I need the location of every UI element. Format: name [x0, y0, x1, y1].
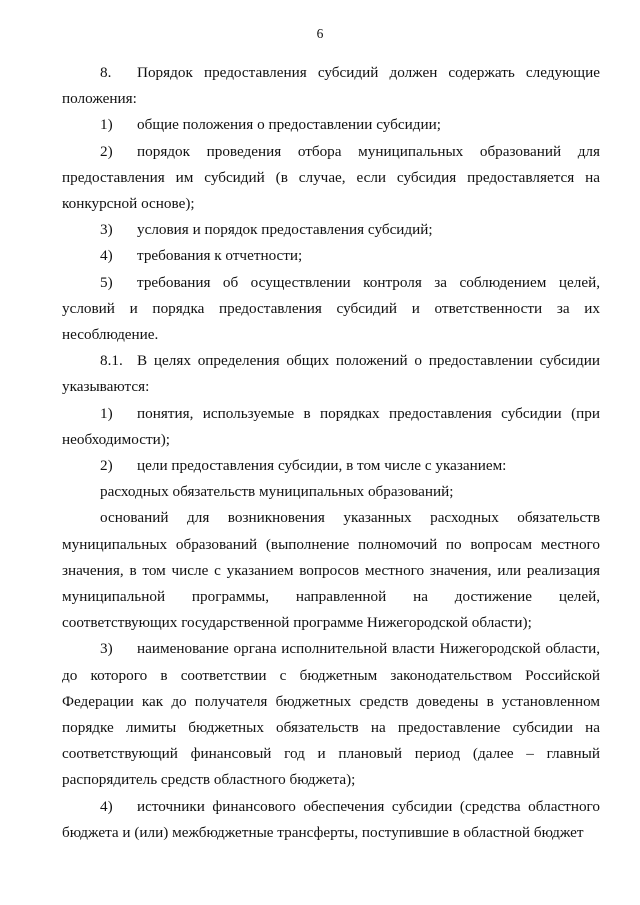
paragraph-text: понятия, используемые в порядках предоставления субсидии (при необходимости); [62, 404, 600, 448]
paragraph-text: Порядок предоставления субсидий должен содержать следующие положения: [62, 64, 600, 108]
paragraph-text: условия и порядок предоставления субсидий; [137, 221, 433, 239]
paragraph [62, 401, 600, 453]
paragraph [62, 348, 600, 400]
paragraph [62, 453, 600, 479]
paragraph [62, 243, 600, 269]
paragraph [62, 112, 600, 138]
paragraph [62, 139, 600, 218]
paragraph [62, 217, 600, 243]
paragraph-text: порядок проведения отбора муниципальных образований для предоставления им субсидий (в случае, если субсидия предоставляется на конкурсной основе); [62, 142, 600, 213]
paragraph-text: требования к отчетности; [137, 247, 303, 265]
item-number: 2) [100, 142, 113, 160]
item-number: 1) [100, 116, 113, 134]
paragraph-text: общие положения о предоставлении субсидии; [137, 116, 441, 134]
item-number: 2) [100, 457, 113, 475]
paragraph-text: расходных обязательств муниципальных образований; [100, 483, 454, 501]
paragraph [62, 794, 600, 846]
paragraph-text: источники финансового обеспечения субсидии (средства областного бюджета и (или) межбюджетные трансферты, поступившие в областной бюджет [62, 797, 600, 841]
item-number: 4) [100, 797, 113, 815]
paragraph [62, 636, 600, 793]
paragraph-text: В целях определения общих положений о предоставлении субсидии указываются: [62, 352, 600, 396]
item-number: 8. [100, 64, 112, 81]
paragraph-text: наименование органа исполнительной власти Нижегородской области, до которого в соответствии с бюджетным законодательством Российской Федерации как до получателя бюджетных средств доведены в установленном порядке лимиты бюджетных обязательств на предоставление субсидии на соответствующий финансовый год и плановый период (далее – главный распорядитель средств областного бюджета); [62, 640, 600, 789]
item-number: 3) [100, 640, 113, 658]
item-number: 4) [100, 247, 113, 265]
paragraph [62, 270, 600, 349]
paragraph-text: оснований для возникновения указанных расходных обязательств муниципальных образований (выполнение полномочий по вопросам местного значения, в том числе с указанием вопросов местного значения, или реализация муниципальной программы, направленной на достижение целей, соответствующих государственной программе Нижегородской области); [62, 509, 600, 632]
paragraph [62, 505, 600, 636]
paragraph [62, 60, 600, 112]
paragraph-text: цели предоставления субсидии, в том числе с указанием: [137, 457, 507, 475]
item-number: 1) [100, 404, 113, 422]
paragraph-text: требования об осуществлении контроля за соблюдением целей, условий и порядка предоставления субсидий и ответственности за их несоблюдение. [62, 273, 600, 344]
page-number: 6 [316, 26, 324, 41]
item-number: 5) [100, 273, 113, 291]
item-number: 3) [100, 221, 113, 239]
document-body [62, 60, 600, 846]
item-number: 8.1. [100, 352, 123, 370]
paragraph [62, 479, 600, 505]
